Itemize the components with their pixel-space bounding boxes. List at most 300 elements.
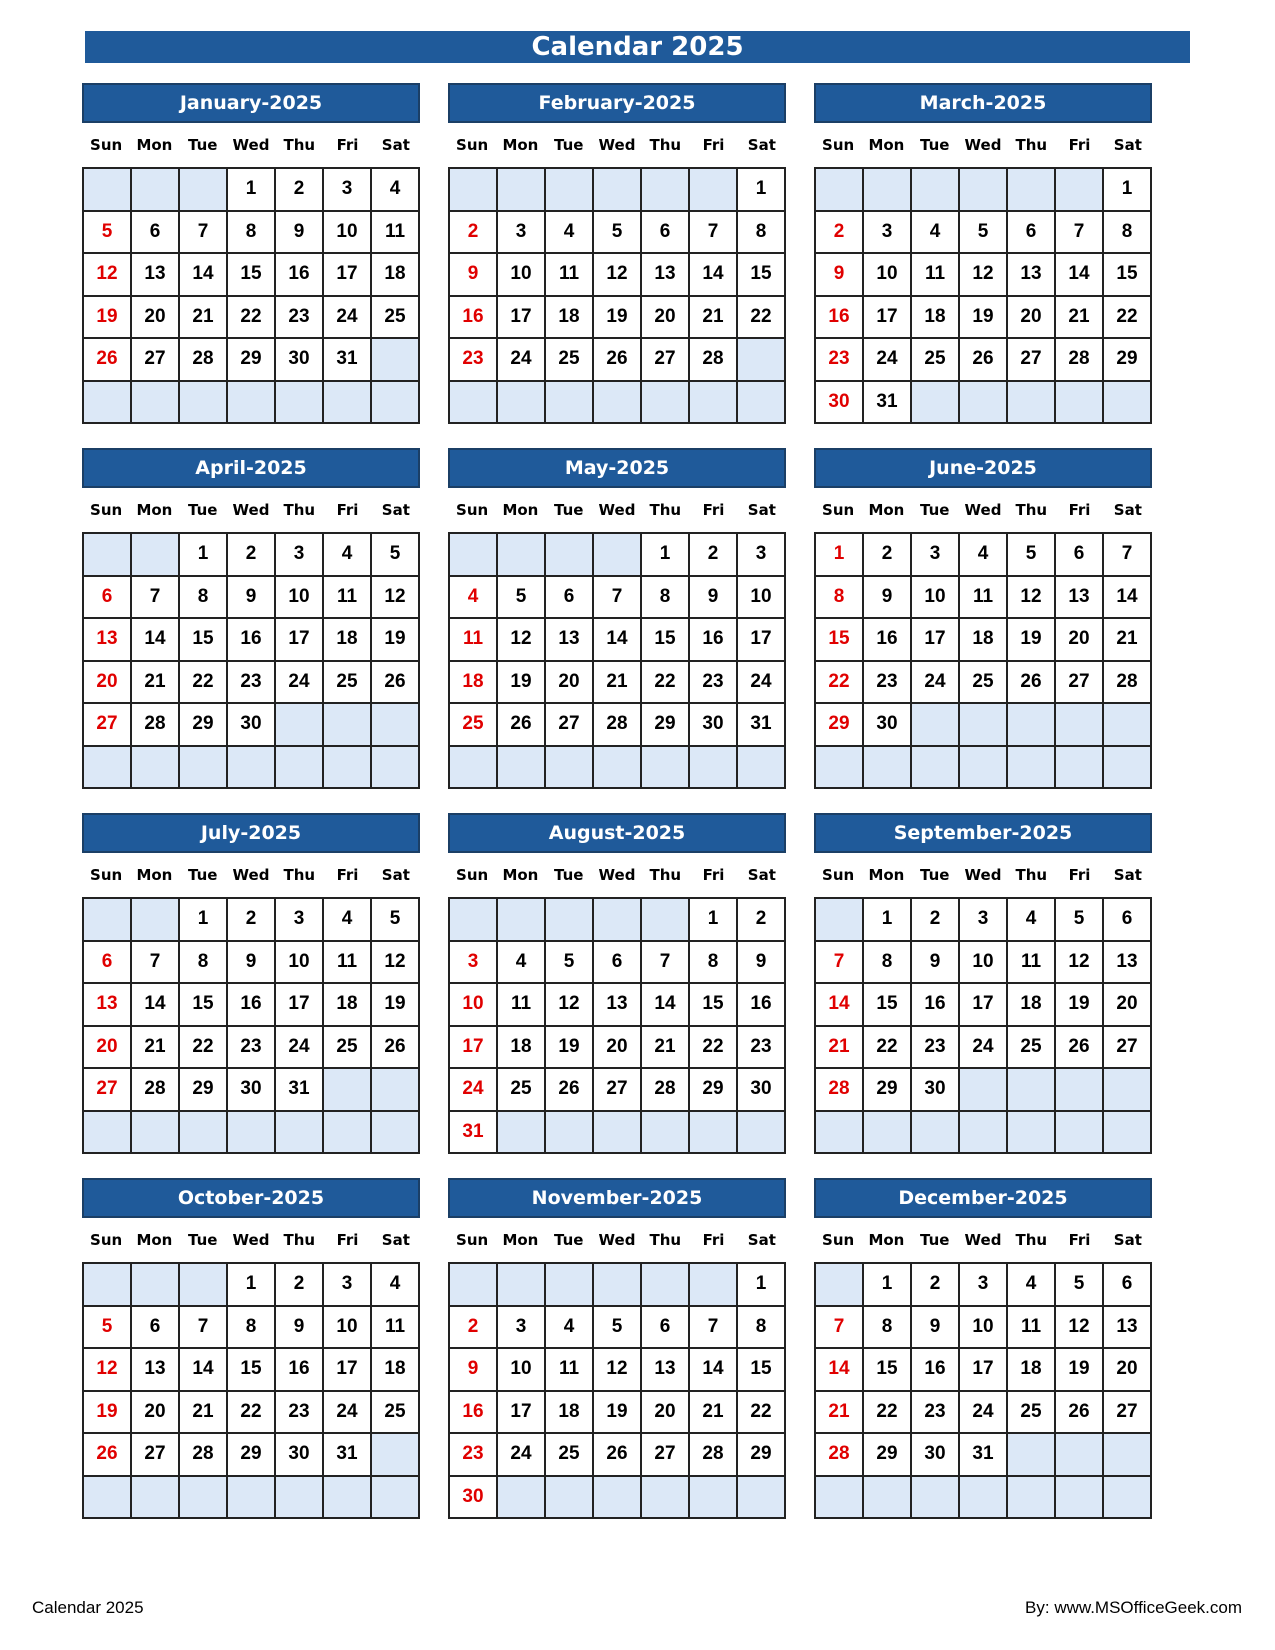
day-cell: 25 [912,339,960,382]
weekday-header-row [82,1218,420,1262]
weekday-header-row [814,1218,1152,1262]
day-cell: 8 [180,577,228,620]
weekday-label: Thu [283,501,316,519]
day-cell: 30 [228,704,276,747]
day-cell: 21 [1104,619,1152,662]
day-cell: 18 [372,1349,420,1392]
page-title: Calendar 2025 [85,31,1190,63]
empty-day-cell [642,382,690,425]
empty-day-cell [228,382,276,425]
empty-day-cell [1056,1477,1104,1520]
day-cell: 30 [228,1069,276,1112]
day-cell: 10 [960,1307,1008,1350]
day-cell: 4 [546,212,594,255]
day-cell: 19 [594,1392,642,1435]
day-cell: 3 [864,212,912,255]
weekday-label: Fri [1068,501,1091,519]
day-cell: 5 [498,577,546,620]
weekday-label: Thu [1015,866,1048,884]
day-cell: 12 [546,984,594,1027]
day-cell: 12 [84,1349,132,1392]
month-calendar [814,448,1152,789]
empty-day-cell [1008,382,1056,425]
weekday-label: Sat [747,136,776,154]
day-cell: 13 [1104,1307,1152,1350]
day-cell: 29 [816,704,864,747]
empty-day-cell [180,747,228,790]
day-cell: 2 [450,212,498,255]
day-cell: 12 [498,619,546,662]
day-cell: 18 [546,297,594,340]
day-cell: 23 [912,1392,960,1435]
day-cell: 22 [738,297,786,340]
day-cell: 31 [738,704,786,747]
day-cell: 17 [450,1027,498,1070]
month-title: February-2025 [448,83,786,123]
weekday-label: Tue [553,136,584,154]
day-cell: 14 [594,619,642,662]
day-cell: 26 [372,662,420,705]
day-cell: 29 [864,1069,912,1112]
day-cell: 17 [912,619,960,662]
day-cell: 3 [960,899,1008,942]
weekday-label: Tue [187,136,218,154]
day-cell: 8 [180,942,228,985]
day-cell: 16 [228,984,276,1027]
weekday-label: Thu [649,501,682,519]
day-cell: 7 [1056,212,1104,255]
empty-day-cell [960,1069,1008,1112]
day-cell: 24 [960,1027,1008,1070]
weekday-label: Tue [553,501,584,519]
empty-day-cell [816,1477,864,1520]
day-cell: 23 [276,297,324,340]
empty-day-cell [1104,1069,1152,1112]
empty-day-cell [594,169,642,212]
weekday-label: Thu [649,136,682,154]
weekday-label: Tue [919,136,950,154]
empty-day-cell [228,1112,276,1155]
day-cell: 22 [864,1392,912,1435]
empty-day-cell [324,382,372,425]
empty-day-cell [1056,747,1104,790]
day-cell: 22 [1104,297,1152,340]
day-cell: 24 [738,662,786,705]
day-cell: 27 [642,1434,690,1477]
day-cell: 10 [738,577,786,620]
day-cell: 5 [84,1307,132,1350]
empty-day-cell [498,534,546,577]
empty-day-cell [450,534,498,577]
day-cell: 2 [912,1264,960,1307]
empty-day-cell [276,1112,324,1155]
day-cell: 22 [228,297,276,340]
day-cell: 11 [372,1307,420,1350]
weekday-label: Sat [747,866,776,884]
empty-day-cell [864,1477,912,1520]
day-cell: 8 [1104,212,1152,255]
day-cell: 1 [816,534,864,577]
day-cell: 1 [690,899,738,942]
day-cell: 1 [228,1264,276,1307]
day-cell: 17 [498,297,546,340]
day-cell: 2 [690,534,738,577]
weekday-label: Mon [868,866,905,884]
weekday-label: Wed [598,1231,636,1249]
day-cell: 29 [1104,339,1152,382]
day-cell: 5 [594,1307,642,1350]
day-cell: 20 [1104,984,1152,1027]
day-cell: 17 [324,254,372,297]
month-calendar [814,1178,1152,1519]
empty-day-cell [912,169,960,212]
day-cell: 2 [276,169,324,212]
day-cell: 20 [642,297,690,340]
month-calendar [82,1178,420,1519]
day-cell: 24 [276,662,324,705]
empty-day-cell [594,534,642,577]
day-cell: 6 [642,1307,690,1350]
day-cell: 26 [960,339,1008,382]
weekday-label: Sun [822,501,855,519]
day-cell: 14 [180,1349,228,1392]
day-cell: 23 [690,662,738,705]
empty-day-cell [324,747,372,790]
empty-day-cell [690,1112,738,1155]
empty-day-cell [594,899,642,942]
empty-day-cell [228,747,276,790]
day-grid [82,167,420,424]
empty-day-cell [864,747,912,790]
day-cell: 10 [912,577,960,620]
day-cell: 20 [642,1392,690,1435]
empty-day-cell [132,382,180,425]
month-calendar [82,83,420,424]
empty-day-cell [372,704,420,747]
day-cell: 18 [1008,984,1056,1027]
empty-day-cell [546,747,594,790]
empty-day-cell [594,1264,642,1307]
day-cell: 30 [276,1434,324,1477]
day-cell: 31 [324,339,372,382]
day-cell: 12 [594,254,642,297]
weekday-label: Wed [232,501,270,519]
weekday-label: Sat [1113,501,1142,519]
empty-day-cell [960,1112,1008,1155]
day-cell: 14 [690,254,738,297]
day-cell: 14 [1104,577,1152,620]
weekday-label: Sun [90,501,123,519]
weekday-label: Fri [336,1231,359,1249]
day-cell: 8 [864,942,912,985]
day-cell: 21 [132,662,180,705]
day-cell: 20 [132,1392,180,1435]
day-cell: 25 [1008,1027,1056,1070]
day-cell: 16 [912,1349,960,1392]
day-cell: 26 [372,1027,420,1070]
day-cell: 30 [450,1477,498,1520]
day-cell: 24 [450,1069,498,1112]
day-cell: 10 [324,212,372,255]
day-cell: 3 [276,534,324,577]
day-cell: 12 [372,942,420,985]
day-cell: 20 [84,1027,132,1070]
empty-day-cell [372,1069,420,1112]
day-grid [448,897,786,1154]
day-cell: 7 [180,212,228,255]
day-cell: 10 [450,984,498,1027]
day-cell: 27 [642,339,690,382]
weekday-label: Fri [1068,1231,1091,1249]
footer-right-text: By: www.MSOfficeGeek.com [1025,1598,1242,1617]
day-cell: 1 [738,1264,786,1307]
weekday-label: Sat [747,501,776,519]
weekday-header-row [448,123,786,167]
day-cell: 26 [498,704,546,747]
weekday-label: Thu [1015,136,1048,154]
empty-day-cell [228,1477,276,1520]
day-cell: 4 [498,942,546,985]
month-title: March-2025 [814,83,1152,123]
day-cell: 13 [642,254,690,297]
day-cell: 7 [132,942,180,985]
weekday-header-row [814,488,1152,532]
empty-day-cell [864,1112,912,1155]
day-cell: 18 [324,619,372,662]
weekday-label: Tue [919,1231,950,1249]
empty-day-cell [1056,704,1104,747]
empty-day-cell [738,339,786,382]
day-cell: 17 [498,1392,546,1435]
month-title: April-2025 [82,448,420,488]
weekday-label: Thu [649,866,682,884]
weekday-label: Sat [1113,136,1142,154]
day-cell: 15 [1104,254,1152,297]
weekday-label: Mon [502,1231,539,1249]
empty-day-cell [132,1477,180,1520]
empty-day-cell [546,169,594,212]
empty-day-cell [84,747,132,790]
day-cell: 5 [960,212,1008,255]
day-cell: 5 [546,942,594,985]
day-cell: 6 [1104,1264,1152,1307]
weekday-label: Sun [90,866,123,884]
day-cell: 21 [690,297,738,340]
weekday-header-row [448,1218,786,1262]
weekday-label: Fri [702,501,725,519]
day-cell: 25 [372,1392,420,1435]
day-cell: 18 [324,984,372,1027]
day-cell: 17 [276,984,324,1027]
day-cell: 29 [228,339,276,382]
weekday-label: Sat [1113,1231,1142,1249]
empty-day-cell [132,169,180,212]
empty-day-cell [1104,704,1152,747]
empty-day-cell [450,747,498,790]
weekday-label: Fri [1068,866,1091,884]
empty-day-cell [1008,1069,1056,1112]
weekday-label: Mon [868,501,905,519]
day-cell: 15 [180,984,228,1027]
day-cell: 27 [546,704,594,747]
empty-day-cell [450,382,498,425]
day-cell: 4 [372,169,420,212]
empty-day-cell [816,747,864,790]
day-cell: 4 [912,212,960,255]
day-cell: 18 [546,1392,594,1435]
day-cell: 15 [864,984,912,1027]
day-cell: 15 [864,1349,912,1392]
weekday-label: Mon [136,501,173,519]
day-cell: 11 [546,254,594,297]
day-cell: 18 [912,297,960,340]
empty-day-cell [642,899,690,942]
day-cell: 25 [546,1434,594,1477]
day-cell: 2 [276,1264,324,1307]
day-cell: 22 [690,1027,738,1070]
day-cell: 24 [276,1027,324,1070]
day-cell: 30 [816,382,864,425]
weekday-label: Mon [502,866,539,884]
month-title: May-2025 [448,448,786,488]
weekday-header-row [82,123,420,167]
month-calendar [448,448,786,789]
day-cell: 2 [816,212,864,255]
weekday-label: Wed [964,501,1002,519]
day-cell: 22 [864,1027,912,1070]
empty-day-cell [84,382,132,425]
weekday-label: Thu [649,1231,682,1249]
day-cell: 26 [1056,1392,1104,1435]
day-cell: 3 [912,534,960,577]
day-cell: 26 [84,1434,132,1477]
day-cell: 29 [180,1069,228,1112]
day-cell: 18 [372,254,420,297]
weekday-label: Tue [187,501,218,519]
empty-day-cell [816,1264,864,1307]
day-grid [448,532,786,789]
empty-day-cell [1008,1434,1056,1477]
day-cell: 19 [546,1027,594,1070]
weekday-label: Thu [1015,1231,1048,1249]
day-cell: 14 [132,984,180,1027]
day-grid [814,532,1152,789]
day-cell: 2 [864,534,912,577]
empty-day-cell [594,1112,642,1155]
day-cell: 7 [816,942,864,985]
day-cell: 23 [912,1027,960,1070]
day-cell: 27 [132,339,180,382]
empty-day-cell [324,704,372,747]
day-cell: 12 [1008,577,1056,620]
day-cell: 21 [132,1027,180,1070]
day-cell: 3 [738,534,786,577]
weekday-label: Mon [868,136,905,154]
day-cell: 23 [276,1392,324,1435]
day-cell: 25 [324,662,372,705]
day-cell: 16 [228,619,276,662]
day-cell: 20 [546,662,594,705]
day-grid [814,897,1152,1154]
empty-day-cell [372,1434,420,1477]
weekday-label: Wed [598,136,636,154]
empty-day-cell [816,1112,864,1155]
empty-day-cell [324,1069,372,1112]
day-cell: 10 [960,942,1008,985]
day-cell: 16 [864,619,912,662]
day-cell: 15 [690,984,738,1027]
day-cell: 11 [324,577,372,620]
day-cell: 1 [228,169,276,212]
day-cell: 23 [450,1434,498,1477]
day-cell: 1 [738,169,786,212]
day-cell: 9 [228,577,276,620]
empty-day-cell [1056,169,1104,212]
empty-day-cell [816,899,864,942]
day-cell: 11 [912,254,960,297]
empty-day-cell [1008,169,1056,212]
empty-day-cell [738,1477,786,1520]
empty-day-cell [642,169,690,212]
empty-day-cell [180,382,228,425]
day-cell: 6 [132,1307,180,1350]
weekday-label: Fri [336,866,359,884]
day-cell: 1 [180,534,228,577]
day-cell: 13 [1008,254,1056,297]
day-cell: 27 [1104,1027,1152,1070]
day-cell: 16 [912,984,960,1027]
day-cell: 14 [642,984,690,1027]
weekday-label: Mon [136,1231,173,1249]
empty-day-cell [690,1264,738,1307]
empty-day-cell [1104,382,1152,425]
day-cell: 10 [498,254,546,297]
day-cell: 19 [1008,619,1056,662]
day-cell: 22 [180,662,228,705]
day-cell: 11 [372,212,420,255]
weekday-label: Sat [1113,866,1142,884]
empty-day-cell [324,1477,372,1520]
day-cell: 16 [690,619,738,662]
day-cell: 8 [738,1307,786,1350]
day-cell: 2 [450,1307,498,1350]
empty-day-cell [642,1112,690,1155]
day-cell: 27 [594,1069,642,1112]
empty-day-cell [960,1477,1008,1520]
empty-day-cell [84,1477,132,1520]
day-cell: 26 [546,1069,594,1112]
empty-day-cell [180,169,228,212]
day-cell: 24 [960,1392,1008,1435]
day-cell: 29 [690,1069,738,1112]
day-cell: 5 [84,212,132,255]
day-cell: 16 [276,1349,324,1392]
day-cell: 27 [1008,339,1056,382]
day-cell: 26 [594,1434,642,1477]
weekday-label: Thu [283,136,316,154]
weekday-label: Thu [283,866,316,884]
empty-day-cell [1104,747,1152,790]
empty-day-cell [498,1477,546,1520]
empty-day-cell [132,747,180,790]
day-cell: 28 [690,1434,738,1477]
empty-day-cell [450,899,498,942]
day-cell: 28 [594,704,642,747]
empty-day-cell [546,534,594,577]
empty-day-cell [1008,1112,1056,1155]
day-cell: 18 [498,1027,546,1070]
day-cell: 7 [594,577,642,620]
